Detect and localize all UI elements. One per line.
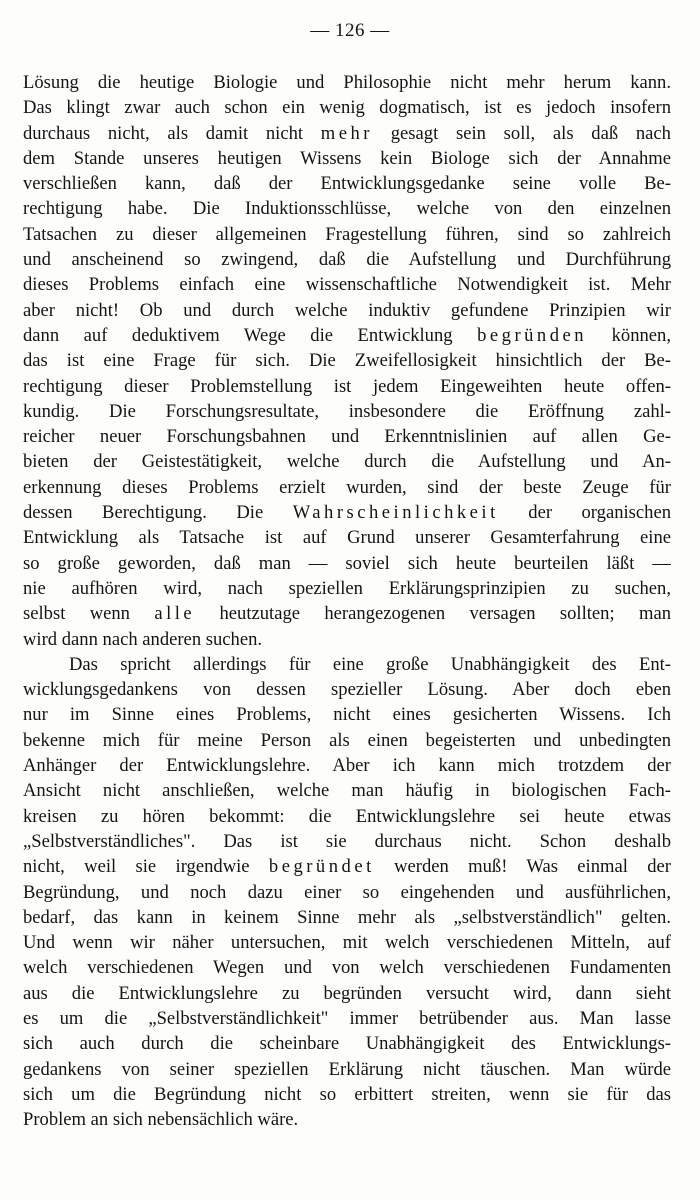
text-fragment: können, <box>587 324 671 346</box>
text-line: Lösung die heutige Biologie und Philosophie nicht mehr herum kann. <box>23 72 671 93</box>
text-line: wicklungsgedankens von dessen spezieller Lösung. Aber doch eben <box>23 679 671 701</box>
text-fragment: gesagt sein soll, als daß nach <box>373 122 671 144</box>
text-line: das ist eine Frage für sich. Die Zweifellosigkeit hinsichtlich der Be- <box>23 350 671 372</box>
emphasis-spaced: begründen <box>477 324 588 346</box>
text-fragment: heutzutage herangezogenen versagen sollten; man <box>195 603 671 625</box>
text-line: rechtigung dieser Problemstellung ist jedem Eingeweihten heute offen- <box>23 375 671 397</box>
text-line <box>23 854 671 879</box>
text-line: bedarf, das kann in keinem Sinne mehr als „selbstverständlich" gelten. <box>23 906 671 928</box>
text-line: und anscheinend so zwingend, daß die Aufstellung und Durchführung <box>23 249 671 271</box>
emphasis-spaced: begründet <box>268 856 375 878</box>
text-line: nur im Sinne eines Problems, nicht eines gesicherten Wissens. Ich <box>23 704 671 726</box>
text-line: reicher neuer Forschungsbahnen und Erkenntnislinien auf allen Ge- <box>23 426 671 448</box>
emphasis-spaced: alle <box>154 603 196 625</box>
text-line: dieses Problems einfach eine wissenschaftliche Notwendigkeit ist. Mehr <box>23 274 671 296</box>
text-line: bieten der Geistestätigkeit, welche durch die Aufstellung und An- <box>23 451 671 473</box>
text-line: Begründung, und noch dazu einer so eingehenden und ausführlichen, <box>23 881 671 903</box>
text-line <box>23 500 671 525</box>
text-line: sich auch durch die scheinbare Unabhängigkeit des Entwicklungs- <box>23 1033 671 1055</box>
text-line: gedankens von seiner speziellen Erklärung nicht täuschen. Man würde <box>23 1058 671 1080</box>
text-fragment: durchaus nicht, als damit nicht <box>23 122 321 144</box>
text-line: es um die „Selbstverständlichkeit" immer betrübender aus. Man lasse <box>23 1007 671 1029</box>
text-fragment: selbst wenn <box>23 603 155 625</box>
text-line: nie aufhören wird, nach speziellen Erklärungsprinzipien zu suchen, <box>23 577 671 599</box>
text-line: dem Stande unseres heutigen Wissens kein Biologe sich der Annahme <box>23 147 671 169</box>
text-line: aber nicht! Ob und durch welche induktiv gefundene Prinzipien wir <box>23 299 671 321</box>
text-line: kundig. Die Forschungsresultate, insbesondere die Eröffnung zahl- <box>23 400 671 422</box>
text-line <box>23 121 671 146</box>
text-line: Entwicklung als Tatsache ist auf Grund unserer Gesamterfahrung eine <box>23 527 671 549</box>
text-line: Ansicht nicht anschließen, welche man häufig in biologischen Fach- <box>23 780 671 802</box>
text-line: bekenne mich für meine Person als einen begeisterten und unbedingten <box>23 729 671 751</box>
text-line: aus die Entwicklungslehre zu begründen versucht wird, dann sieht <box>23 982 671 1004</box>
emphasis-spaced: Wahrscheinlichkeit <box>292 502 499 524</box>
text-line: „Selbstverständliches". Das ist sie durchaus nicht. Schon deshalb <box>23 830 671 852</box>
text-line: Problem an sich nebensächlich wäre. <box>23 1109 299 1131</box>
text-line <box>23 323 671 348</box>
text-line: sich um die Begründung nicht so erbittert streiten, wenn sie für das <box>23 1083 671 1105</box>
paragraph-2 <box>23 652 671 1133</box>
text-line: kreisen zu hören bekommt: die Entwicklungslehre sei heute etwas <box>23 805 671 827</box>
text-line: erkennung dieses Problems erzielt wurden, sind der beste Zeuge für <box>23 476 671 498</box>
text-line: verschließen kann, daß der Entwicklungsgedanke seine volle Be- <box>23 173 671 195</box>
text-line: Tatsachen zu dieser allgemeinen Fragestellung führen, sind so zahlreich <box>23 223 671 245</box>
text-fragment: der organischen <box>498 502 671 524</box>
text-line: wird dann nach anderen suchen. <box>23 628 263 650</box>
text-line: so große geworden, daß man — soviel sich heute beurteilen läßt — <box>23 552 671 574</box>
text-line <box>23 601 671 626</box>
text-line: rechtigung habe. Die Induktionsschlüsse, welche von den einzelnen <box>23 198 671 220</box>
page-number: — 126 — <box>310 20 390 41</box>
text-line: welch verschiedenen Wegen und von welch verschiedenen Fundamenten <box>23 957 671 979</box>
text-line: Anhänger der Entwicklungslehre. Aber ich kann mich trotzdem der <box>23 755 671 777</box>
text-fragment: dann auf deduktivem Wege die Entwicklung <box>23 324 478 346</box>
text-line: Das klingt zwar auch schon ein wenig dogmatisch, ist es jedoch insofern <box>23 97 671 119</box>
text-line: Und wenn wir näher untersuchen, mit welch verschiedenen Mitteln, auf <box>23 932 671 954</box>
text-line: Das spricht allerdings für eine große Unabhängigkeit des Ent- <box>69 653 671 675</box>
text-fragment: werden muß! Was einmal der <box>374 856 671 878</box>
paragraph-1 <box>23 70 671 652</box>
body-text <box>23 70 671 1132</box>
text-fragment: dessen Berechtigung. Die <box>23 502 293 524</box>
emphasis-spaced: mehr <box>320 122 374 144</box>
text-fragment: nicht, weil sie irgendwie <box>23 856 269 878</box>
